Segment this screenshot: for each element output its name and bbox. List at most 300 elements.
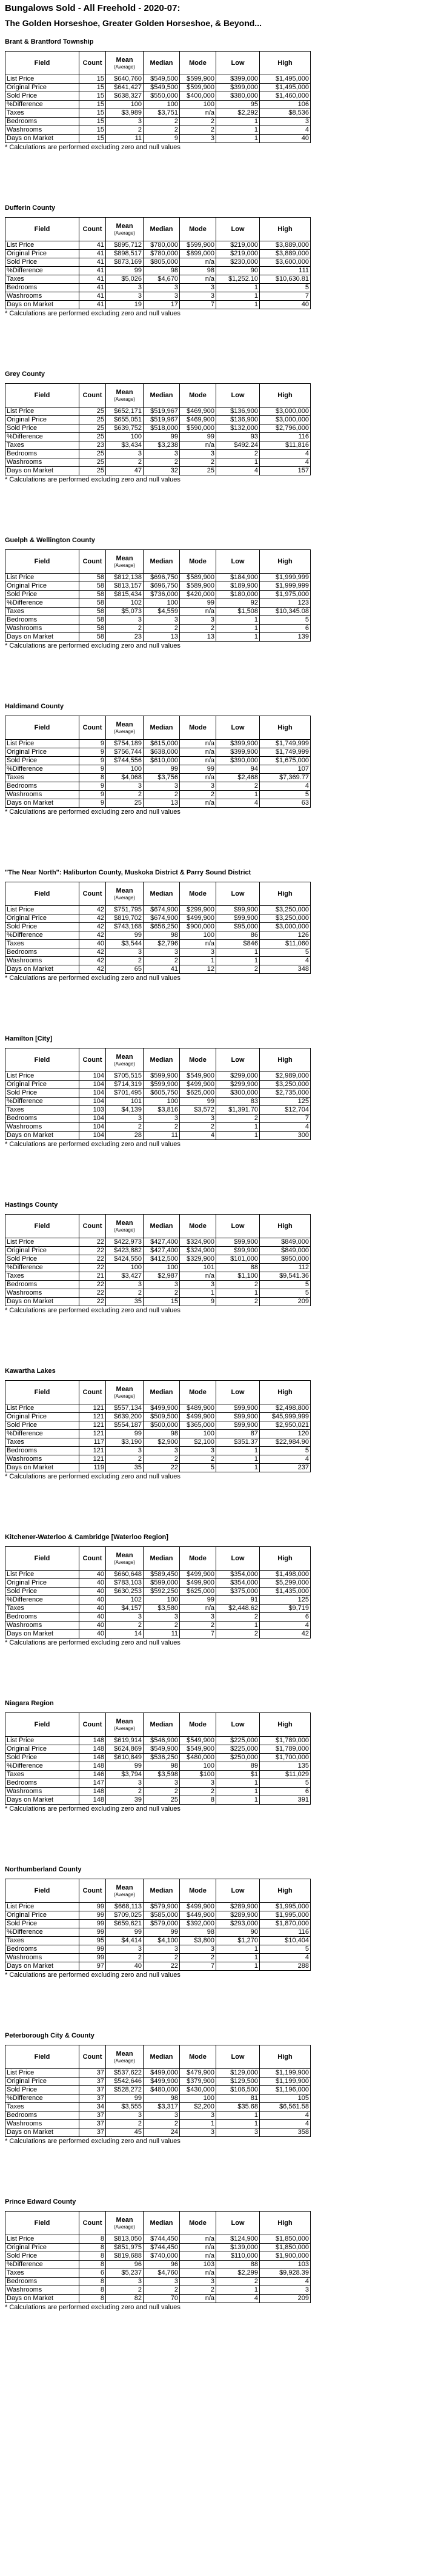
value-cell: 1 [216,1796,260,1805]
column-header-label: Field [34,890,50,897]
column-header-label: Low [231,890,245,897]
table-row [5,1754,311,1762]
value-cell: n/a [180,757,216,765]
value-cell: 103 [180,2261,216,2269]
column-header-label: Count [82,1887,102,1894]
column-header-label: Median [150,723,173,731]
value-cell: 2 [106,126,144,135]
region-section [5,702,418,868]
table-row [5,1762,311,1771]
value-cell: $652,171 [106,408,144,416]
field-label: Bedrooms [5,948,79,957]
value-cell: 2 [106,1622,144,1630]
value-cell: 12 [180,965,216,974]
column-header [106,1547,144,1571]
value-cell: 40 [79,1579,106,1588]
column-header-label: Mode [189,1388,207,1396]
field-label: %Difference [5,2261,79,2269]
field-label: Sold Price [5,1588,79,1596]
value-cell: 15 [79,92,106,101]
value-cell: 2 [144,1954,180,1962]
value-cell: 3 [106,948,144,957]
value-cell: 100 [106,765,144,774]
column-header [106,716,144,740]
value-cell: 1 [216,135,260,143]
column-header-label: Mean [116,1053,133,1061]
value-cell: $4,100 [144,1937,180,1945]
header-row [5,1381,311,1404]
column-header-sublabel: (Average) [114,1892,135,1897]
header-row [5,1879,311,1903]
table-row [5,250,311,258]
value-cell: 3 [106,1115,144,1123]
column-header [144,716,180,740]
column-header-label: Low [231,2219,245,2227]
value-cell: 2 [144,458,180,467]
column-header-label: Field [34,2219,50,2227]
table-row [5,109,311,118]
value-cell: 4 [260,450,311,458]
field-label: Taxes [5,1438,79,1447]
table-row [5,101,311,109]
value-cell: 3 [180,292,216,301]
value-cell: 11 [144,1132,180,1140]
value-cell: 1 [216,284,260,292]
value-cell: 8 [79,2295,106,2303]
column-header [106,1381,144,1404]
region-name: Prince Edward County [5,2198,76,2205]
value-cell: $1,999,999 [260,574,311,582]
value-cell: 237 [260,1464,311,1472]
value-cell: $605,750 [144,1089,180,1098]
value-cell: $354,000 [216,1579,260,1588]
value-cell: 9 [79,791,106,799]
field-label: Sold Price [5,1754,79,1762]
column-header-label: Mode [189,391,207,399]
column-header [5,716,79,740]
value-cell: 7 [180,1962,216,1971]
stats-table [5,2045,311,2137]
value-cell: $101,000 [216,1255,260,1264]
value-cell: 100 [144,599,180,608]
table-row [5,301,311,309]
value-cell: 4 [260,458,311,467]
field-label: List Price [5,2069,79,2078]
table-row [5,1903,311,1911]
value-cell: $3,580 [144,1605,180,1613]
footnote: * Calculations are performed excluding zero and null values [5,144,181,151]
column-header-label: Median [150,225,173,233]
header-row [5,1215,311,1238]
value-cell: 37 [79,2069,106,2078]
table-row [5,1954,311,1962]
table-row [5,782,311,791]
value-cell: $324,900 [180,1238,216,1247]
value-cell: $469,900 [180,416,216,424]
field-label: Taxes [5,275,79,284]
field-label: Taxes [5,1106,79,1115]
value-cell: $399,000 [216,75,260,84]
value-cell: $35.68 [216,2103,260,2111]
value-cell: 2 [216,965,260,974]
value-cell: 37 [79,2086,106,2095]
value-cell: $430,000 [180,2086,216,2095]
column-header [216,1381,260,1404]
value-cell: n/a [180,2244,216,2252]
value-cell: 3 [106,292,144,301]
table-row [5,135,311,143]
value-cell: $499,900 [180,1571,216,1579]
value-cell: 4 [260,1622,311,1630]
value-cell: 99 [79,1945,106,1954]
value-cell: 99 [180,433,216,441]
column-header [79,2212,106,2235]
value-cell: $7,369.77 [260,774,311,782]
value-cell: $780,000 [144,241,180,250]
column-header-sublabel: (Average) [114,1227,135,1233]
table-row [5,774,311,782]
value-cell: 95 [79,1937,106,1945]
table-row [5,1455,311,1464]
value-cell: n/a [180,1605,216,1613]
value-cell: $3,600,000 [260,258,311,267]
value-cell: $449,900 [180,1911,216,1920]
table-row [5,1962,311,1971]
value-cell: 1 [216,1464,260,1472]
value-cell: 1 [216,625,260,633]
field-label: Days on Market [5,301,79,309]
value-cell: 3 [106,1281,144,1289]
table-row [5,1928,311,1937]
table-row [5,2286,311,2295]
region-section [5,2198,418,2364]
value-cell: $519,967 [144,408,180,416]
column-header [216,218,260,241]
value-cell: 92 [216,599,260,608]
table-row [5,408,311,416]
column-header-label: Mean [116,1219,133,1227]
value-cell: $754,189 [106,740,144,748]
value-cell: $139,000 [216,2244,260,2252]
value-cell: $1,460,000 [260,92,311,101]
region-section [5,2031,418,2198]
value-cell: 2 [106,1289,144,1298]
value-cell: 5 [260,1281,311,1289]
column-header [260,882,311,906]
value-cell: 3 [180,948,216,957]
value-cell: $625,000 [180,1089,216,1098]
value-cell: 25 [79,433,106,441]
value-cell: $1,975,000 [260,591,311,599]
column-header [5,1713,79,1737]
column-header-label: Mean [116,2216,133,2224]
value-cell: $3,000,000 [260,408,311,416]
value-cell: 88 [216,1264,260,1272]
table-row [5,599,311,608]
column-header-label: Mean [116,887,133,894]
value-cell: $225,000 [216,1737,260,1745]
table-row [5,1413,311,1421]
value-cell: $2,735,000 [260,1089,311,1098]
column-header-label: High [277,1554,293,1562]
table-row [5,574,311,582]
column-header [216,882,260,906]
column-header-label: Median [150,1720,173,1728]
value-cell: $99,900 [216,1421,260,1430]
table-row [5,791,311,799]
value-cell: 3 [180,1115,216,1123]
value-cell: 8 [180,1796,216,1805]
value-cell: $549,500 [144,84,180,92]
field-label: Bedrooms [5,1779,79,1788]
column-header-label: Low [231,2053,245,2061]
table-row [5,1298,311,1306]
column-header-label: Mode [189,2053,207,2061]
value-cell: 6 [260,1788,311,1796]
value-cell: $10,345.08 [260,608,311,616]
value-cell: 4 [260,2278,311,2286]
value-cell: 300 [260,1132,311,1140]
page-title: Bungalows Sold - All Freehold - 2020-07: [5,3,181,13]
value-cell: $3,427 [106,1272,144,1281]
table-row [5,582,311,591]
table-row [5,906,311,914]
table-row [5,2295,311,2303]
value-cell: $375,000 [216,1588,260,1596]
value-cell: 116 [260,433,311,441]
value-cell: 41 [79,258,106,267]
column-header-label: High [277,2053,293,2061]
value-cell: 58 [79,599,106,608]
value-cell: 15 [79,84,106,92]
column-header-label: Median [150,557,173,565]
value-cell: 3 [144,1945,180,1954]
region-name: Peterborough City & County [5,2032,94,2039]
value-cell: 105 [260,2095,311,2103]
value-cell: 2 [144,1123,180,1132]
value-cell: 2 [180,126,216,135]
value-cell: $3,190 [106,1438,144,1447]
value-cell: 100 [144,1098,180,1106]
stats-table [5,1879,311,1971]
value-cell: 99 [180,765,216,774]
column-header [260,1547,311,1571]
value-cell: 1 [216,1132,260,1140]
value-cell: $3,555 [106,2103,144,2111]
value-cell: 15 [79,101,106,109]
value-cell: $4,068 [106,774,144,782]
footnote: * Calculations are performed excluding zero and null values [5,310,181,317]
value-cell: 2 [216,1281,260,1289]
column-header [5,52,79,75]
value-cell: 139 [260,633,311,642]
column-header-label: Mean [116,389,133,396]
table-row [5,1745,311,1754]
column-header [5,218,79,241]
value-cell: $225,000 [216,1745,260,1754]
value-cell: 125 [260,1596,311,1605]
value-cell: $873,169 [106,258,144,267]
value-cell: 121 [79,1447,106,1455]
value-cell: $424,550 [106,1255,144,1264]
value-cell: $549,500 [144,75,180,84]
value-cell: $1,789,000 [260,1745,311,1754]
value-cell: 116 [260,1928,311,1937]
table-row [5,416,311,424]
stats-table [5,882,311,974]
value-cell: $1,495,000 [260,75,311,84]
stats-table [5,1712,311,1805]
value-cell: $8,536 [260,109,311,118]
table-row [5,1072,311,1081]
value-cell: 99 [180,1596,216,1605]
value-cell: 3 [144,292,180,301]
value-cell: 98 [144,1430,180,1438]
value-cell: $2,989,000 [260,1072,311,1081]
value-cell: 96 [106,2261,144,2269]
field-label: Bedrooms [5,1945,79,1954]
value-cell: $2,299 [216,2269,260,2278]
value-cell: 97 [79,1962,106,1971]
field-label: Days on Market [5,135,79,143]
value-cell: 1 [216,1289,260,1298]
value-cell: 4 [260,2111,311,2120]
value-cell: $180,000 [216,591,260,599]
header-row [5,1547,311,1571]
value-cell: $714,319 [106,1081,144,1089]
column-header [106,1713,144,1737]
value-cell: n/a [180,109,216,118]
value-cell: 2 [106,957,144,965]
value-cell: 2 [144,957,180,965]
value-cell: $599,900 [144,1072,180,1081]
table-row [5,1438,311,1447]
column-header [180,1713,216,1737]
field-label: List Price [5,1072,79,1081]
field-label: Taxes [5,441,79,450]
value-cell: $1,199,900 [260,2069,311,2078]
value-cell: 2 [216,2278,260,2286]
column-header [5,882,79,906]
value-cell: 3 [144,284,180,292]
value-cell: 104 [79,1072,106,1081]
value-cell: $743,168 [106,923,144,931]
column-header-label: Count [82,59,102,67]
field-label: Washrooms [5,126,79,135]
value-cell: 100 [180,1430,216,1438]
value-cell: 9 [79,782,106,791]
value-cell: $100 [180,1771,216,1779]
value-cell: 25 [79,450,106,458]
value-cell: 15 [79,118,106,126]
column-header [79,1547,106,1571]
value-cell: 104 [79,1115,106,1123]
column-header [106,52,144,75]
column-header [106,550,144,574]
value-cell: 2 [216,782,260,791]
value-cell: $420,000 [180,591,216,599]
column-header [260,52,311,75]
value-cell: $400,000 [180,92,216,101]
value-cell: $10,630.81 [260,275,311,284]
region-section [5,536,418,702]
value-cell: $744,556 [106,757,144,765]
column-header-sublabel: (Average) [114,1061,135,1067]
value-cell: 7 [260,292,311,301]
value-cell: 8 [79,774,106,782]
value-cell: $230,000 [216,258,260,267]
value-cell: $354,000 [216,1571,260,1579]
value-cell: $1,435,000 [260,1588,311,1596]
value-cell: 3 [106,1447,144,1455]
value-cell: n/a [180,258,216,267]
value-cell: $3,756 [144,774,180,782]
value-cell: $99,900 [216,1404,260,1413]
value-cell: $11,029 [260,1771,311,1779]
value-cell: 19 [106,301,144,309]
value-cell: 42 [79,931,106,940]
column-header-label: Count [82,2219,102,2227]
value-cell: 1 [216,1954,260,1962]
region-section [5,1367,418,1533]
column-header-label: Mode [189,1056,207,1064]
column-header-label: Low [231,1554,245,1562]
value-cell: $638,000 [144,748,180,757]
column-header [5,550,79,574]
region-section [5,1699,418,1865]
value-cell: $110,000 [216,2252,260,2261]
field-label: Original Price [5,1745,79,1754]
column-header [144,52,180,75]
field-label: Original Price [5,1247,79,1255]
table-row [5,433,311,441]
column-header-label: Low [231,1720,245,1728]
value-cell: $630,253 [106,1588,144,1596]
column-header-label: High [277,557,293,565]
value-cell: $536,250 [144,1754,180,1762]
value-cell: $2,900 [144,1438,180,1447]
table-row [5,118,311,126]
value-cell: 3 [144,1613,180,1622]
field-label: Washrooms [5,957,79,965]
value-cell: $509,500 [144,1413,180,1421]
column-header [216,384,260,408]
value-cell: 42 [79,965,106,974]
table-row [5,1571,311,1579]
field-label: Days on Market [5,965,79,974]
field-label: Days on Market [5,1962,79,1971]
value-cell: 41 [79,301,106,309]
field-label: Sold Price [5,923,79,931]
value-cell: 3 [180,2128,216,2137]
value-cell: 34 [79,2103,106,2111]
table-row [5,292,311,301]
footnote: * Calculations are performed excluding zero and null values [5,1805,181,1813]
table-row [5,2095,311,2103]
value-cell: 148 [79,1754,106,1762]
header-row [5,882,311,906]
value-cell: $1,508 [216,608,260,616]
value-cell: 22 [79,1298,106,1306]
value-cell: 40 [79,1571,106,1579]
table-row [5,1579,311,1588]
value-cell: $846 [216,940,260,948]
value-cell: 2 [180,1455,216,1464]
field-label: Days on Market [5,1796,79,1805]
value-cell: $518,000 [144,424,180,433]
field-label: Original Price [5,1911,79,1920]
table-row [5,1264,311,1272]
